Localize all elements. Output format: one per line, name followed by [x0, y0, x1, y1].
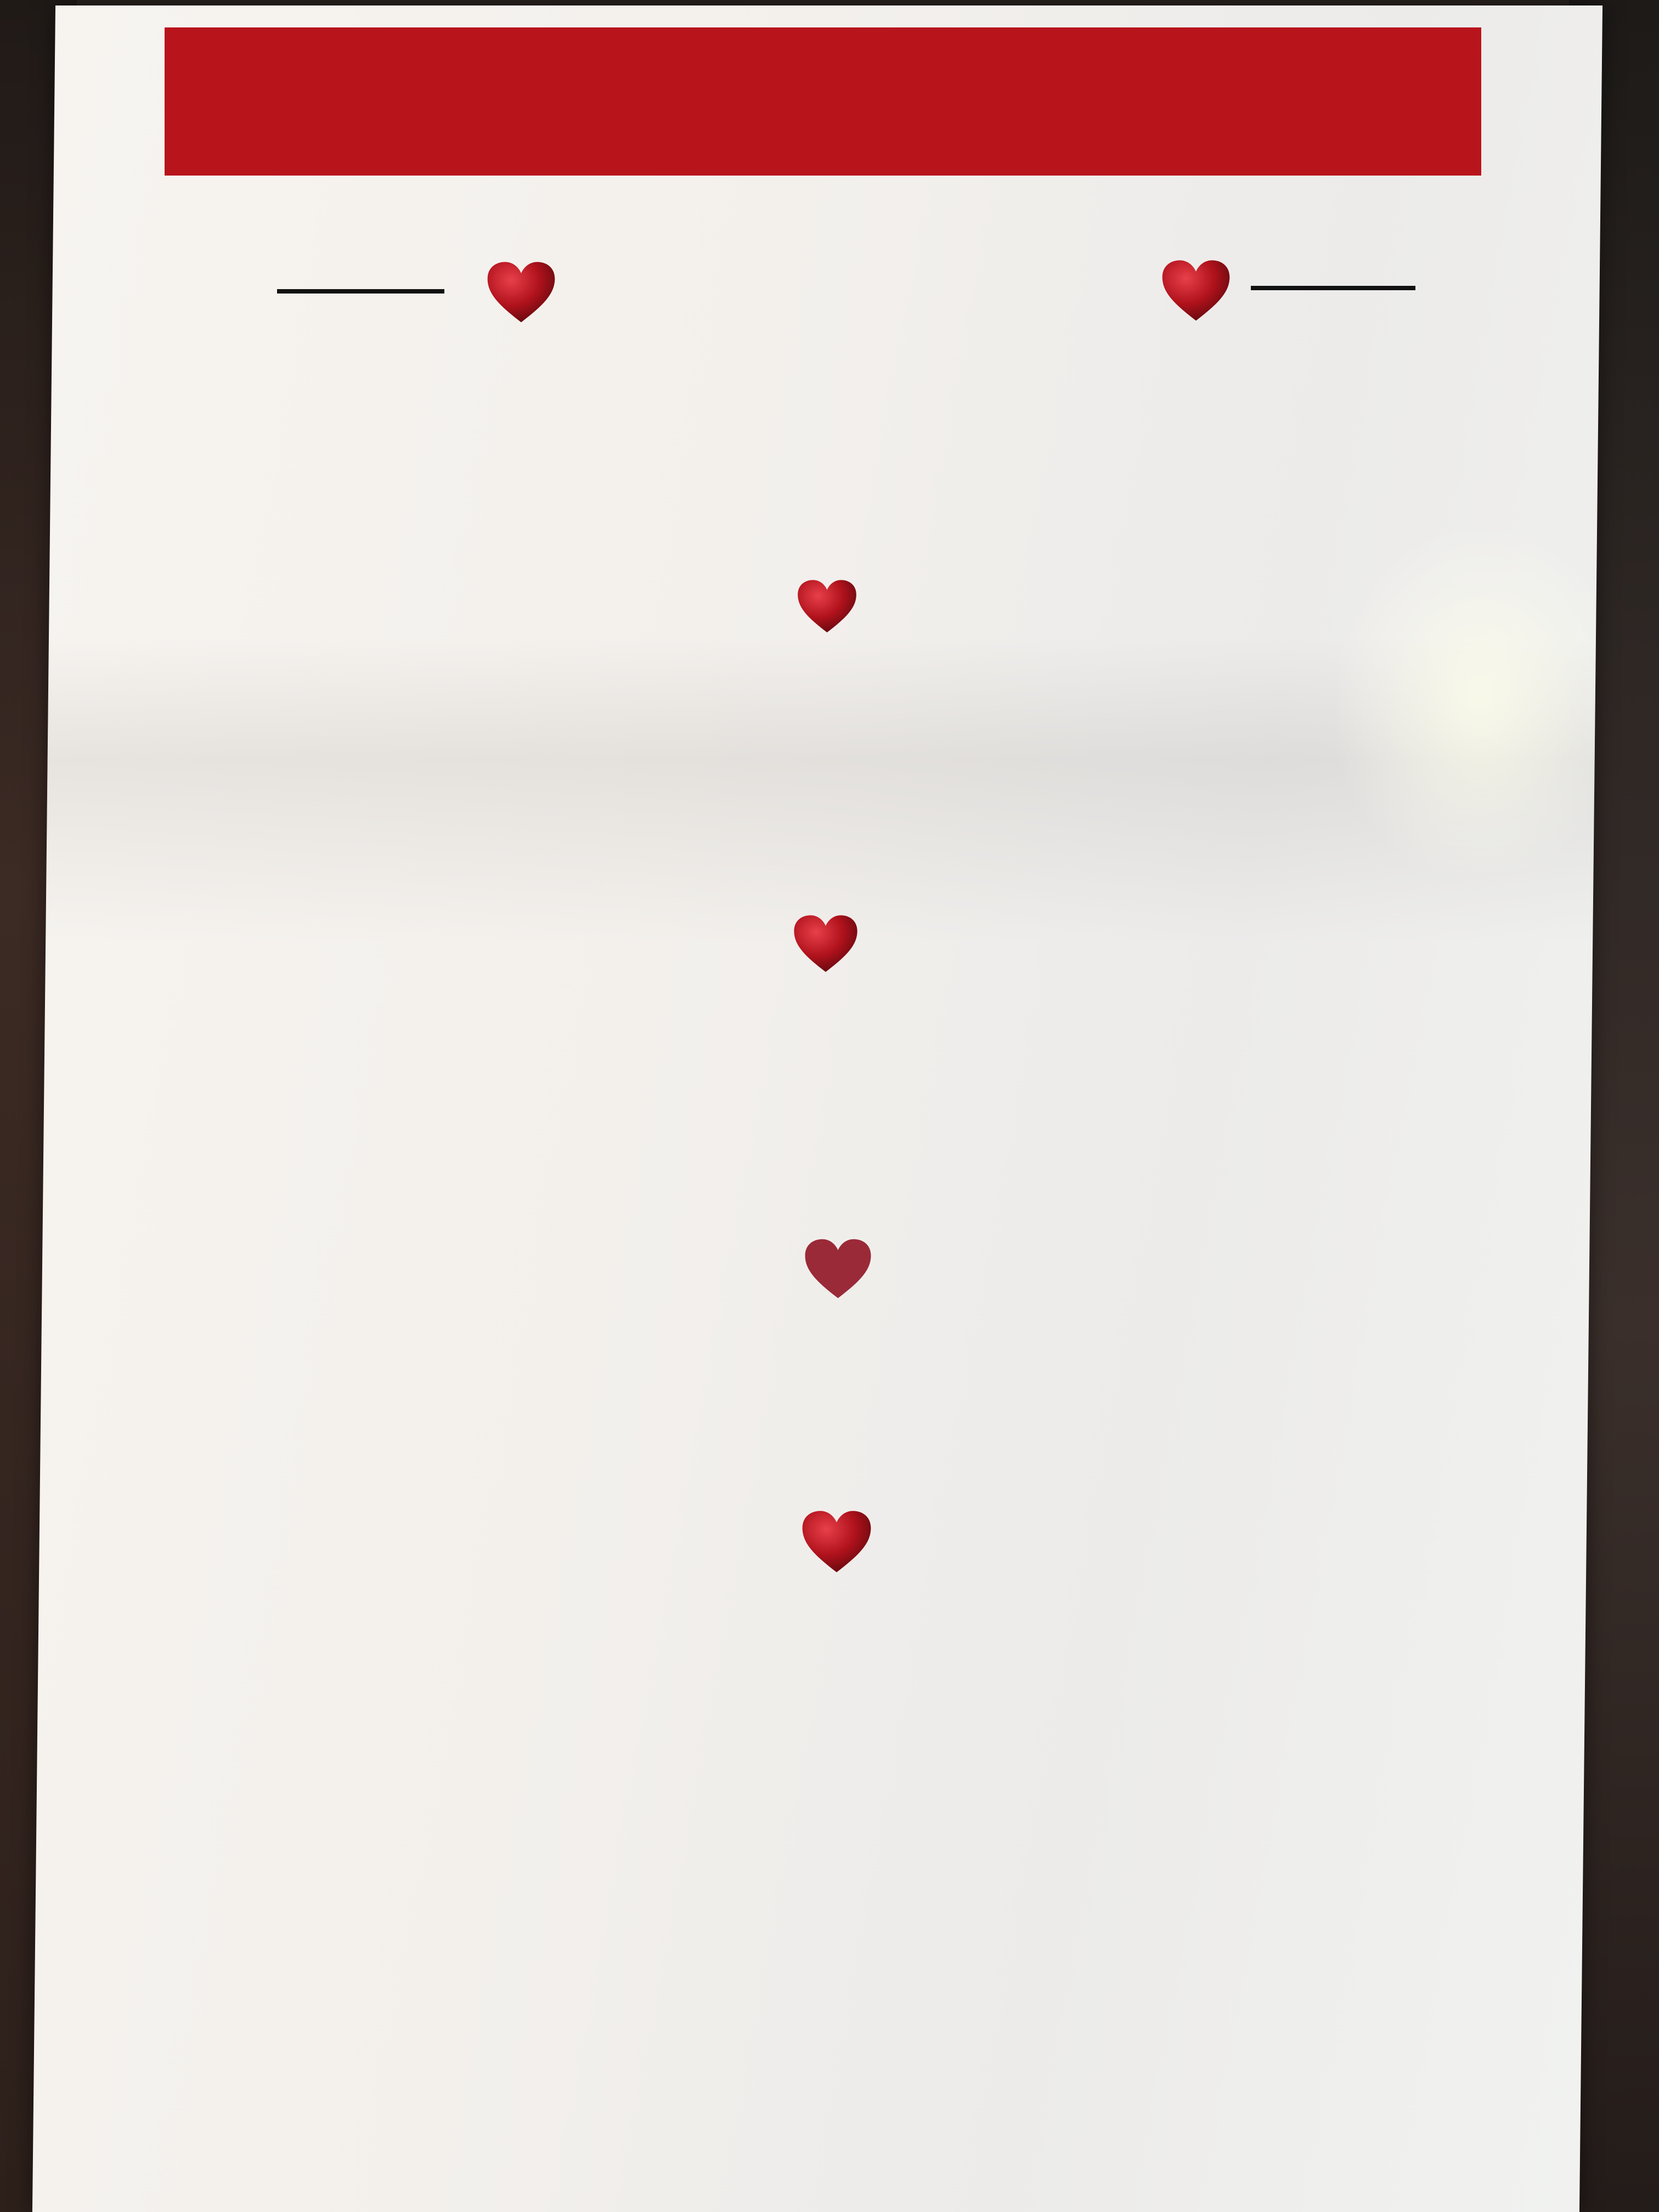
top-heart-banner — [165, 27, 1481, 176]
heart-icon — [793, 913, 859, 974]
light-glare — [1336, 532, 1603, 872]
heart-icon — [801, 1509, 872, 1575]
title-rule-right — [1251, 286, 1415, 290]
heart-icon — [483, 261, 560, 324]
heart-icon — [804, 1237, 872, 1300]
heart-icon — [795, 579, 859, 634]
title-rule-left — [277, 289, 444, 294]
bottom-heart-banner — [0, 1827, 1659, 2212]
heart-icon — [1158, 259, 1234, 322]
